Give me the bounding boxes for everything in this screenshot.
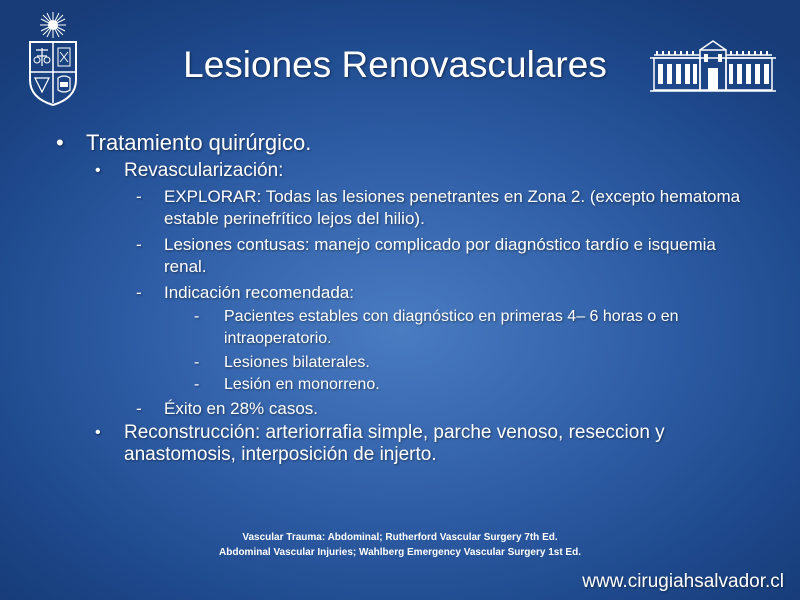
reference-1: Vascular Trauma: Abdominal; Rutherford Vascular Surgery 7th Ed. (242, 532, 558, 543)
bullet-marker: • (56, 130, 64, 155)
slide-title: Lesiones Renovasculares (183, 44, 607, 85)
bullet-text: Lesión en monorreno. (224, 376, 380, 393)
bullet-level4-monorreno (194, 374, 764, 396)
bullet-level3-indication (136, 282, 744, 304)
bullet-marker: - (194, 354, 200, 371)
bullet-text: Revascularización: (124, 160, 284, 181)
bullet-marker: - (136, 283, 142, 302)
bullet-level3-blunt-lesions (136, 234, 744, 278)
bullet-text: Lesiones contusas: manejo complicado por diagnóstico tardío e isquemia renal. (164, 235, 716, 276)
bullet-level2-reconstruction (95, 422, 764, 466)
bullet-level3-explorar (136, 186, 744, 230)
bullet-marker: - (136, 235, 142, 254)
bullet-marker: • (95, 162, 101, 179)
bullet-marker: - (136, 399, 142, 418)
website-url: www.cirugiahsalvador.cl (582, 571, 784, 592)
hospital-building-icon (648, 38, 778, 94)
bullet-level4-bilateral (194, 352, 764, 374)
bullet-text: Reconstrucción: arteriorrafia simple, parche venoso, reseccion y anastomosis, interposición de injerto. (124, 422, 665, 465)
bullet-text: Éxito en 28% casos. (164, 399, 319, 418)
reference-2: Abdominal Vascular Injuries; Wahlberg Emergency Vascular Surgery 1st Ed. (219, 547, 581, 558)
bullet-text: Tratamiento quirúrgico. (86, 130, 312, 155)
bullet-text: Pacientes estables con diagnóstico en primeras 4– 6 horas o en intraoperatorio. (224, 308, 679, 347)
bullet-text: Indicación recomendada: (164, 283, 354, 302)
bullet-marker: • (95, 424, 101, 441)
bullet-level4-stable-patients (194, 306, 764, 350)
bullet-marker: - (194, 376, 200, 393)
bullet-marker: - (194, 308, 200, 325)
bullet-marker: - (136, 187, 142, 206)
bullet-level1-treatment (56, 130, 312, 156)
bullet-level2-revascularization (95, 160, 764, 182)
bullet-text: Lesiones bilaterales. (224, 354, 370, 371)
bullet-level3-success (136, 398, 744, 420)
bullet-text: EXPLORAR: Todas las lesiones penetrantes en Zona 2. (excepto hematoma estable perinefrítico lejos del hilio). (164, 187, 741, 228)
references (0, 530, 800, 560)
